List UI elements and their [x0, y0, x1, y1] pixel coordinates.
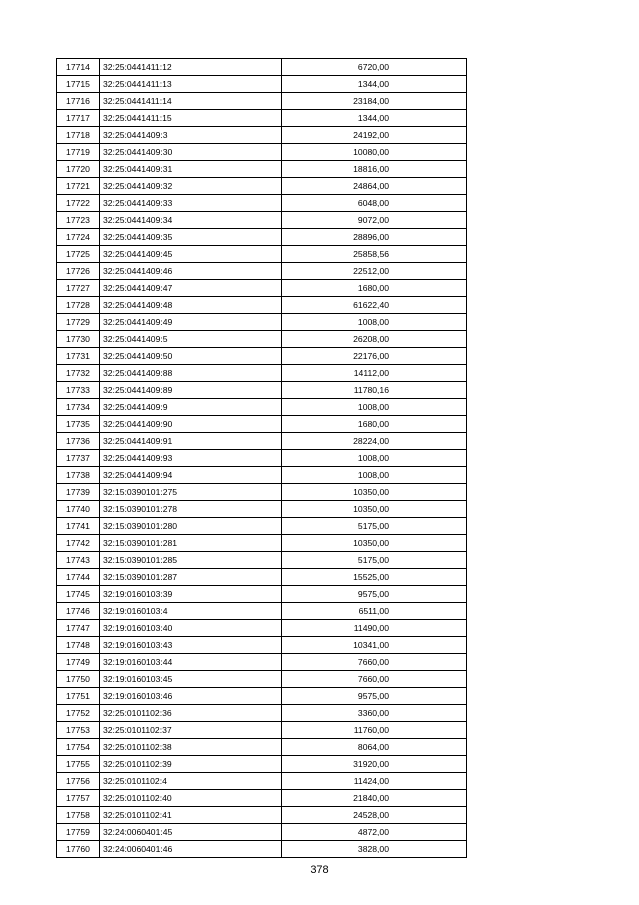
row-number-cell: 17750: [57, 671, 100, 688]
row-number-cell: 17746: [57, 603, 100, 620]
value-cell: 10341,00: [282, 637, 467, 654]
row-number-cell: 17719: [57, 144, 100, 161]
value-cell: 3360,00: [282, 705, 467, 722]
cadastral-number-cell: 32:25:0441411:14: [100, 93, 282, 110]
value-cell: 8064,00: [282, 739, 467, 756]
cadastral-number-cell: 32:19:0160103:44: [100, 654, 282, 671]
table-row: [57, 127, 467, 144]
row-number-cell: 17744: [57, 569, 100, 586]
row-number-cell: 17758: [57, 807, 100, 824]
row-number-cell: 17751: [57, 688, 100, 705]
value-cell: 5175,00: [282, 518, 467, 535]
row-number-cell: 17743: [57, 552, 100, 569]
row-number-cell: 17739: [57, 484, 100, 501]
cadastral-number-cell: 32:24:0060401:46: [100, 841, 282, 858]
table-row: [57, 756, 467, 773]
cadastral-number-cell: 32:25:0441409:49: [100, 314, 282, 331]
row-number-cell: 17733: [57, 382, 100, 399]
row-number-cell: 17723: [57, 212, 100, 229]
value-cell: 7660,00: [282, 654, 467, 671]
row-number-cell: 17738: [57, 467, 100, 484]
table-row: [57, 280, 467, 297]
table-row: [57, 76, 467, 93]
row-number-cell: 17753: [57, 722, 100, 739]
cadastral-number-cell: 32:19:0160103:4: [100, 603, 282, 620]
row-number-cell: 17731: [57, 348, 100, 365]
cadastral-number-cell: 32:25:0101102:37: [100, 722, 282, 739]
table-row: [57, 348, 467, 365]
cadastral-number-cell: 32:25:0441409:45: [100, 246, 282, 263]
row-number-cell: 17717: [57, 110, 100, 127]
row-number-cell: 17714: [57, 59, 100, 76]
value-cell: 4872,00: [282, 824, 467, 841]
cadastral-number-cell: 32:25:0101102:39: [100, 756, 282, 773]
value-cell: 28224,00: [282, 433, 467, 450]
value-cell: 22512,00: [282, 263, 467, 280]
row-number-cell: 17727: [57, 280, 100, 297]
row-number-cell: 17735: [57, 416, 100, 433]
cadastral-number-cell: 32:25:0441409:88: [100, 365, 282, 382]
cadastral-number-cell: 32:25:0101102:36: [100, 705, 282, 722]
table-row: [57, 144, 467, 161]
value-cell: 11780,16: [282, 382, 467, 399]
value-cell: 18816,00: [282, 161, 467, 178]
table-row: [57, 705, 467, 722]
row-number-cell: 17724: [57, 229, 100, 246]
cadastral-number-cell: 32:25:0441409:90: [100, 416, 282, 433]
value-cell: 7660,00: [282, 671, 467, 688]
cadastral-number-cell: 32:25:0441409:35: [100, 229, 282, 246]
value-cell: 9072,00: [282, 212, 467, 229]
cadastral-number-cell: 32:25:0441409:5: [100, 331, 282, 348]
value-cell: 6048,00: [282, 195, 467, 212]
row-number-cell: 17756: [57, 773, 100, 790]
row-number-cell: 17736: [57, 433, 100, 450]
row-number-cell: 17725: [57, 246, 100, 263]
cadastral-number-cell: 32:25:0441411:15: [100, 110, 282, 127]
value-cell: 22176,00: [282, 348, 467, 365]
value-cell: 5175,00: [282, 552, 467, 569]
table-row: [57, 841, 467, 858]
table-row: [57, 433, 467, 450]
value-cell: 9575,00: [282, 688, 467, 705]
value-cell: 11424,00: [282, 773, 467, 790]
table-row: [57, 552, 467, 569]
cadastral-number-cell: 32:25:0441411:12: [100, 59, 282, 76]
row-number-cell: 17759: [57, 824, 100, 841]
table-row: [57, 739, 467, 756]
cadastral-number-cell: 32:25:0441409:3: [100, 127, 282, 144]
cadastral-number-cell: 32:25:0441409:46: [100, 263, 282, 280]
value-cell: 1680,00: [282, 416, 467, 433]
cadastral-number-cell: 32:25:0101102:4: [100, 773, 282, 790]
cadastral-number-cell: 32:19:0160103:45: [100, 671, 282, 688]
cadastral-number-cell: 32:19:0160103:43: [100, 637, 282, 654]
value-cell: 26208,00: [282, 331, 467, 348]
value-cell: 1008,00: [282, 467, 467, 484]
page-number: 378: [310, 864, 329, 876]
value-cell: 15525,00: [282, 569, 467, 586]
row-number-cell: 17747: [57, 620, 100, 637]
value-cell: 1344,00: [282, 76, 467, 93]
value-cell: 1680,00: [282, 280, 467, 297]
cadastral-number-cell: 32:25:0441409:50: [100, 348, 282, 365]
row-number-cell: 17720: [57, 161, 100, 178]
table-row: [57, 586, 467, 603]
table-row: [57, 450, 467, 467]
table-row: [57, 637, 467, 654]
cadastral-number-cell: 32:25:0441409:33: [100, 195, 282, 212]
row-number-cell: 17729: [57, 314, 100, 331]
cadastral-number-cell: 32:25:0441411:13: [100, 76, 282, 93]
table-row: [57, 807, 467, 824]
cadastral-values-table: [56, 58, 467, 858]
value-cell: 6511,00: [282, 603, 467, 620]
table-row: [57, 790, 467, 807]
table-row: [57, 603, 467, 620]
table-row: [57, 484, 467, 501]
value-cell: 24192,00: [282, 127, 467, 144]
table-row: [57, 263, 467, 280]
table-row: [57, 518, 467, 535]
value-cell: 9575,00: [282, 586, 467, 603]
row-number-cell: 17734: [57, 399, 100, 416]
cadastral-number-cell: 32:25:0101102:38: [100, 739, 282, 756]
value-cell: 1008,00: [282, 399, 467, 416]
row-number-cell: 17742: [57, 535, 100, 552]
value-cell: 14112,00: [282, 365, 467, 382]
table-row: [57, 773, 467, 790]
table-row: [57, 229, 467, 246]
value-cell: 11490,00: [282, 620, 467, 637]
table-row: [57, 365, 467, 382]
row-number-cell: 17752: [57, 705, 100, 722]
row-number-cell: 17745: [57, 586, 100, 603]
value-cell: 31920,00: [282, 756, 467, 773]
table-row: [57, 246, 467, 263]
table-row: [57, 93, 467, 110]
value-cell: 24528,00: [282, 807, 467, 824]
row-number-cell: 17730: [57, 331, 100, 348]
value-cell: 1008,00: [282, 314, 467, 331]
cadastral-number-cell: 32:15:0390101:281: [100, 535, 282, 552]
value-cell: 61622,40: [282, 297, 467, 314]
row-number-cell: 17715: [57, 76, 100, 93]
cadastral-number-cell: 32:15:0390101:287: [100, 569, 282, 586]
row-number-cell: 17722: [57, 195, 100, 212]
cadastral-number-cell: 32:25:0441409:30: [100, 144, 282, 161]
table-row: [57, 620, 467, 637]
value-cell: 21840,00: [282, 790, 467, 807]
cadastral-number-cell: 32:25:0441409:47: [100, 280, 282, 297]
row-number-cell: 17757: [57, 790, 100, 807]
row-number-cell: 17760: [57, 841, 100, 858]
table-row: [57, 382, 467, 399]
table-row: [57, 535, 467, 552]
row-number-cell: 17741: [57, 518, 100, 535]
row-number-cell: 17740: [57, 501, 100, 518]
value-cell: 24864,00: [282, 178, 467, 195]
cadastral-number-cell: 32:25:0441409:93: [100, 450, 282, 467]
table-row: [57, 161, 467, 178]
value-cell: 1344,00: [282, 110, 467, 127]
table-row: [57, 195, 467, 212]
value-cell: 10350,00: [282, 484, 467, 501]
row-number-cell: 17754: [57, 739, 100, 756]
row-number-cell: 17732: [57, 365, 100, 382]
table-row: [57, 178, 467, 195]
table-row: [57, 671, 467, 688]
value-cell: 11760,00: [282, 722, 467, 739]
table-row: [57, 212, 467, 229]
value-cell: 25858,56: [282, 246, 467, 263]
row-number-cell: 17749: [57, 654, 100, 671]
cadastral-number-cell: 32:25:0441409:91: [100, 433, 282, 450]
cadastral-number-cell: 32:25:0441409:32: [100, 178, 282, 195]
value-cell: 10080,00: [282, 144, 467, 161]
value-cell: 28896,00: [282, 229, 467, 246]
row-number-cell: 17737: [57, 450, 100, 467]
value-cell: 6720,00: [282, 59, 467, 76]
cadastral-number-cell: 32:19:0160103:40: [100, 620, 282, 637]
table-row: [57, 501, 467, 518]
table-row: [57, 399, 467, 416]
cadastral-number-cell: 32:15:0390101:285: [100, 552, 282, 569]
cadastral-number-cell: 32:15:0390101:275: [100, 484, 282, 501]
cadastral-number-cell: 32:25:0441409:34: [100, 212, 282, 229]
table-row: [57, 416, 467, 433]
row-number-cell: 17728: [57, 297, 100, 314]
table-row: [57, 654, 467, 671]
row-number-cell: 17718: [57, 127, 100, 144]
table-row: [57, 467, 467, 484]
value-cell: 3828,00: [282, 841, 467, 858]
cadastral-number-cell: 32:19:0160103:46: [100, 688, 282, 705]
row-number-cell: 17755: [57, 756, 100, 773]
row-number-cell: 17748: [57, 637, 100, 654]
table-row: [57, 110, 467, 127]
row-number-cell: 17726: [57, 263, 100, 280]
cadastral-number-cell: 32:15:0390101:278: [100, 501, 282, 518]
cadastral-number-cell: 32:15:0390101:280: [100, 518, 282, 535]
value-cell: 23184,00: [282, 93, 467, 110]
cadastral-number-cell: 32:24:0060401:45: [100, 824, 282, 841]
table-row: [57, 59, 467, 76]
cadastral-number-cell: 32:25:0441409:89: [100, 382, 282, 399]
table-row: [57, 688, 467, 705]
cadastral-number-cell: 32:25:0441409:31: [100, 161, 282, 178]
table-body: [57, 59, 467, 858]
table-row: [57, 722, 467, 739]
cadastral-number-cell: 32:25:0101102:40: [100, 790, 282, 807]
table-row: [57, 824, 467, 841]
value-cell: 10350,00: [282, 501, 467, 518]
value-cell: 1008,00: [282, 450, 467, 467]
table-row: [57, 314, 467, 331]
cadastral-number-cell: 32:19:0160103:39: [100, 586, 282, 603]
row-number-cell: 17721: [57, 178, 100, 195]
cadastral-number-cell: 32:25:0441409:9: [100, 399, 282, 416]
cadastral-number-cell: 32:25:0441409:48: [100, 297, 282, 314]
table-row: [57, 569, 467, 586]
table-row: [57, 331, 467, 348]
value-cell: 10350,00: [282, 535, 467, 552]
cadastral-number-cell: 32:25:0101102:41: [100, 807, 282, 824]
row-number-cell: 17716: [57, 93, 100, 110]
table-row: [57, 297, 467, 314]
cadastral-number-cell: 32:25:0441409:94: [100, 467, 282, 484]
